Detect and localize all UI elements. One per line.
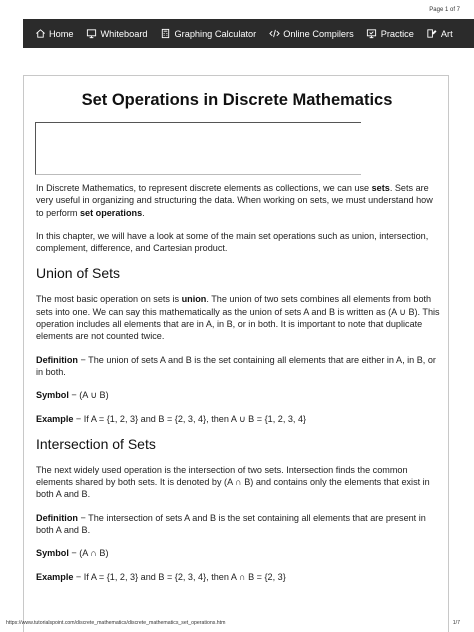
nav-practice[interactable] [366,28,414,40]
nav-articles-label: Art [440,28,453,39]
calculator-icon [160,28,172,40]
whiteboard-icon [86,28,98,40]
footer-page-number: 1/7 [452,620,460,626]
nav-home-label: Home [49,28,74,39]
nav-graphing-calculator[interactable] [160,28,257,40]
sets-link-text: sets [371,183,390,193]
code-icon [268,28,280,40]
nav-whiteboard-label: Whiteboard [100,28,148,39]
union-paragraph: The most basic operation on sets is union. The union of two sets combines all elements from both sets into one. We can say this mathematically as the union of sets A and B is written as (A ∪ B). This operation includes all elements that are in A, in B, or in both. It is important to note that duplicate elements are not counted twice. [36,294,440,342]
practice-icon [366,28,378,40]
nav-online-compilers-label: Online Compilers [283,28,354,39]
intersection-definition: Definition − The intersection of sets A and B is the set containing all elements that are present in both A and B. [36,512,426,536]
intro-paragraph: In Discrete Mathematics, to represent discrete elements as collections, we can use sets. Sets are very useful in organizing and structuring the data. When working on sets, we must understand how to perform set operations. [36,183,433,218]
page-counter: Page 1 of 7 [429,7,460,13]
nav-graphing-calculator-label: Graphing Calculator [174,28,257,39]
chapter-paragraph: In this chapter, we will have a look at some of the main set operations such as union, intersection, complement, difference, and Cartesian product. [36,230,429,254]
intersection-symbol: Symbol − (A ∩ B) [36,548,109,559]
intersection-example: Example − If A = {1, 2, 3} and B = {2, 3, 4}, then A ∩ B = {2, 3} [36,571,286,582]
intersection-paragraph: The next widely used operation is the intersection of two sets. Intersection finds the common elements shared by both sets. It is denoted by (A ∩ B) and contains only the elements that exist in both A and B. [36,464,430,500]
article-icon [426,28,438,40]
nav-whiteboard[interactable] [86,28,148,40]
nav-articles[interactable] [426,28,453,40]
intersection-heading: Intersection of Sets [36,435,156,452]
union-symbol: Symbol − (A ∪ B) [36,390,109,401]
nav-online-compilers[interactable] [268,28,353,40]
home-icon [34,28,46,40]
nav-home[interactable] [34,28,74,40]
article-content [36,182,440,594]
ad-placeholder [35,122,361,175]
nav-practice-label: Practice [380,28,414,39]
top-navbar [23,19,474,48]
union-definition: Definition − The union of sets A and B is the set containing all elements that are either in A, in B, or in both. [36,354,436,377]
union-heading: Union of Sets [36,265,121,282]
footer-url[interactable]: https://www.tutorialspoint.com/discrete_mathematics/discrete_mathematics_set_operations.htm [6,620,226,626]
page-title: Set Operations in Discrete Mathematics [81,91,393,109]
union-example: Example − If A = {1, 2, 3} and B = {2, 3, 4}, then A ∪ B = {1, 2, 3, 4} [36,413,307,424]
